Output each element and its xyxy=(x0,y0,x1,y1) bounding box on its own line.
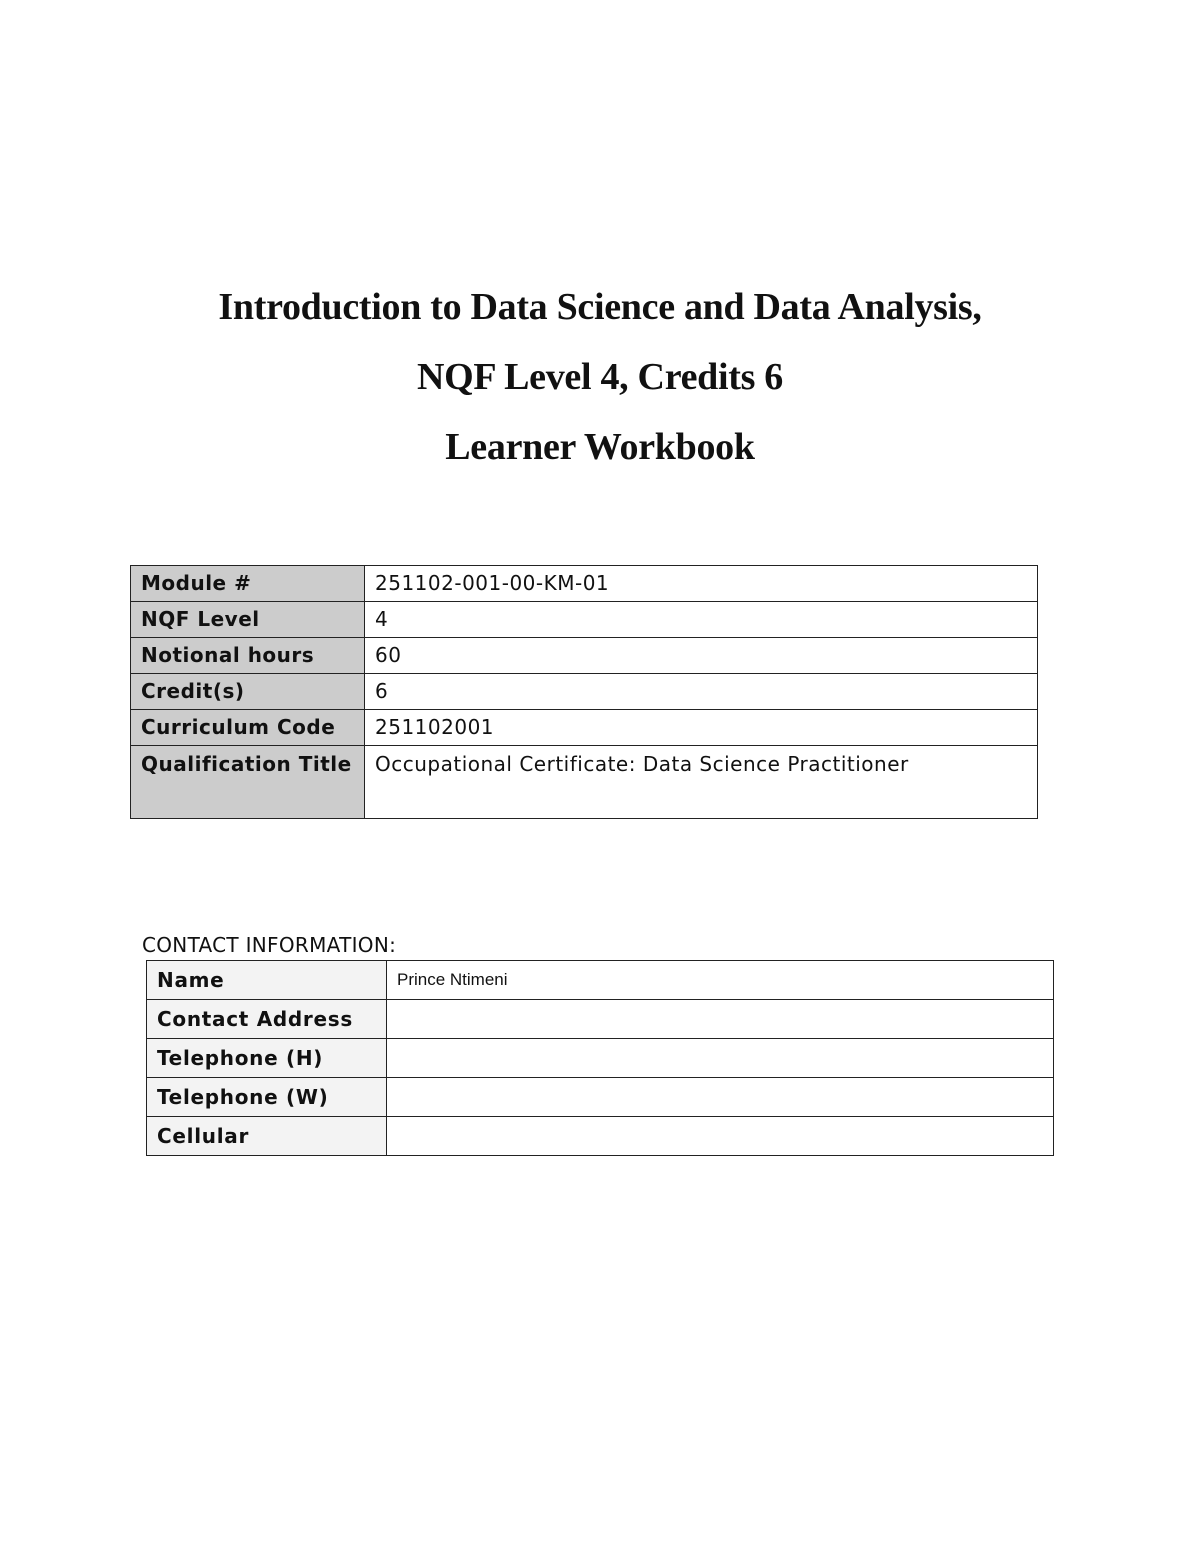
table-row xyxy=(131,638,1038,674)
name-field[interactable]: Prince Ntimeni xyxy=(387,961,1054,1000)
notional-hours-value: 60 xyxy=(365,638,1038,674)
table-row xyxy=(131,710,1038,746)
nqf-level-value: 4 xyxy=(365,602,1038,638)
credits-label: Credit(s) xyxy=(131,674,365,710)
module-number-value: 251102-001-00-KM-01 xyxy=(365,566,1038,602)
table-row xyxy=(147,1117,1054,1156)
telephone-home-label: Telephone (H) xyxy=(147,1039,387,1078)
document-title xyxy=(0,272,1200,482)
credits-value: 6 xyxy=(365,674,1038,710)
curriculum-code-value: 251102001 xyxy=(365,710,1038,746)
title-line-course: Introduction to Data Science and Data Analysis, xyxy=(218,286,982,328)
cellular-field[interactable] xyxy=(387,1117,1054,1156)
module-number-label: Module # xyxy=(131,566,365,602)
table-row xyxy=(131,602,1038,638)
telephone-work-label: Telephone (W) xyxy=(147,1078,387,1117)
qualification-title-value: Occupational Certificate: Data Science Practitioner xyxy=(365,746,1038,819)
table-row xyxy=(131,566,1038,602)
table-row xyxy=(147,1078,1054,1117)
title-line-level: NQF Level 4, Credits 6 xyxy=(417,356,783,398)
contact-info-table xyxy=(146,960,1054,1156)
cellular-label: Cellular xyxy=(147,1117,387,1156)
contact-address-label: Contact Address xyxy=(147,1000,387,1039)
notional-hours-label: Notional hours xyxy=(131,638,365,674)
contact-info-heading: CONTACT INFORMATION: xyxy=(142,933,397,957)
telephone-work-field[interactable] xyxy=(387,1078,1054,1117)
table-row xyxy=(147,1039,1054,1078)
contact-address-field[interactable] xyxy=(387,1000,1054,1039)
title-line-workbook: Learner Workbook xyxy=(445,426,755,468)
name-label: Name xyxy=(147,961,387,1000)
table-row xyxy=(131,746,1038,819)
module-info-table xyxy=(130,565,1038,819)
qualification-title-label: Qualification Title xyxy=(131,746,365,819)
curriculum-code-label: Curriculum Code xyxy=(131,710,365,746)
table-row xyxy=(131,674,1038,710)
table-row xyxy=(147,961,1054,1000)
telephone-home-field[interactable] xyxy=(387,1039,1054,1078)
nqf-level-label: NQF Level xyxy=(131,602,365,638)
table-row xyxy=(147,1000,1054,1039)
